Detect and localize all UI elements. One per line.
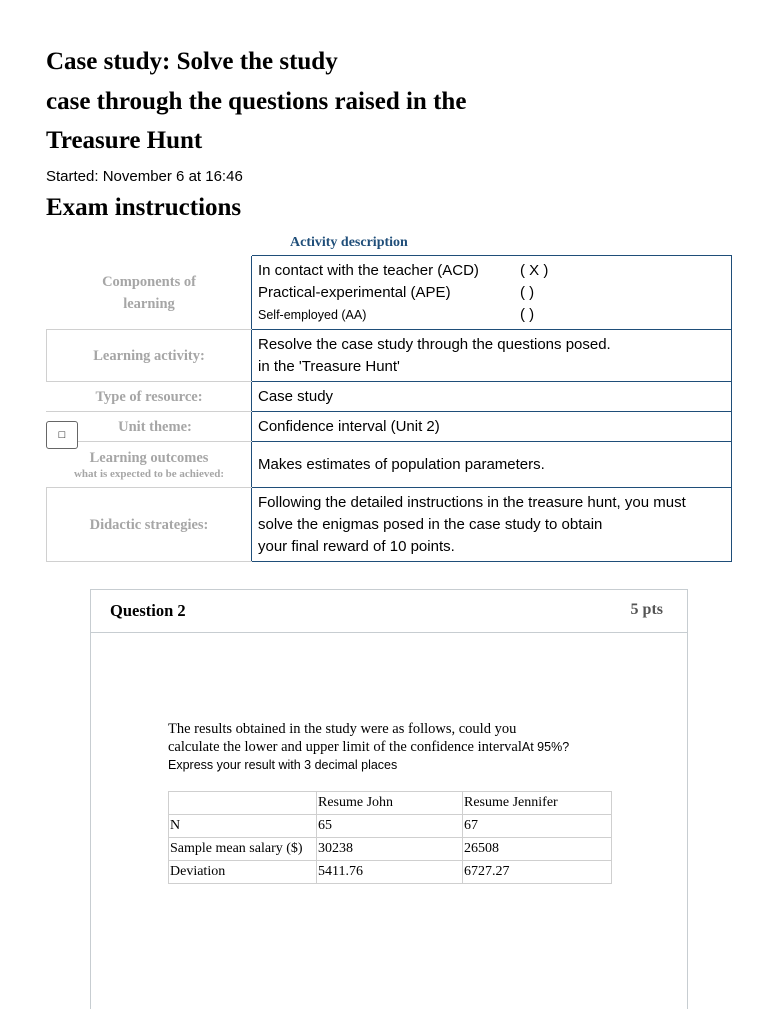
didactic-strategies-label: Didactic strategies: [47, 488, 252, 562]
question-header [91, 590, 687, 633]
table-header-cell [169, 792, 317, 815]
learning-outcomes-row [47, 442, 732, 488]
table-cell: 6727.27 [463, 861, 612, 884]
didactic-strategies-value: Following the detailed instructions in the treasure hunt, you must solve the enigmas posed in the case study to obtain your final reward of 10 points. [252, 488, 732, 562]
question-title: Question 2 [110, 601, 186, 620]
components-label: Components of learning [47, 256, 252, 330]
table-cell: 65 [317, 815, 463, 838]
unit-theme-label: Unit theme: [47, 412, 252, 442]
didactic-strategies-row [47, 488, 732, 562]
table-header-cell: Resume Jennifer [463, 792, 612, 815]
exam-instructions-heading: Exam instructions [46, 194, 242, 221]
page-title-line-2: case through the questions raised in the [46, 88, 467, 115]
table-cell: 26508 [463, 838, 612, 861]
question-card [90, 589, 688, 1009]
type-of-resource-label: Type of resource: [47, 382, 252, 412]
table-cell: 67 [463, 815, 612, 838]
table-header-row [169, 792, 612, 815]
component-item: In contact with the teacher (ACD) ( X ) [258, 261, 549, 279]
type-of-resource-value: Case study [252, 382, 732, 412]
type-of-resource-row [47, 382, 732, 412]
component-item: Self-employed (AA) ( ) [258, 305, 535, 323]
table-row [169, 815, 612, 838]
unit-theme-value: Confidence interval (Unit 2) [252, 412, 732, 442]
activity-description-heading: Activity description [290, 235, 408, 250]
learning-outcomes-label: Learning outcomes what is expected to be achieved: [47, 442, 252, 488]
components-row [47, 256, 732, 330]
question-text: The results obtained in the study were as follows, could you calculate the lower and upper limit of the confidence intervalAt 95%? Express your result with 3 decimal places [168, 721, 570, 772]
question-points: 5 pts [630, 601, 663, 618]
table-header-cell: Resume John [317, 792, 463, 815]
floating-toggle-button[interactable]: □ [46, 421, 78, 449]
page-title-line-1: Case study: Solve the study [46, 48, 338, 75]
unit-theme-row [47, 412, 732, 442]
learning-outcomes-value: Makes estimates of population parameters. [252, 442, 732, 488]
table-cell: 5411.76 [317, 861, 463, 884]
learning-activity-value: Resolve the case study through the questions posed. in the 'Treasure Hunt' [252, 330, 732, 382]
table-cell: 30238 [317, 838, 463, 861]
components-value [252, 256, 732, 330]
table-row [169, 861, 612, 884]
question-data-table [168, 791, 612, 884]
learning-activity-row [47, 330, 732, 382]
learning-activity-label: Learning activity: [47, 330, 252, 382]
page-title-line-3: Treasure Hunt [46, 127, 203, 154]
table-row [169, 838, 612, 861]
table-cell: N [169, 815, 317, 838]
instructions-table [46, 255, 732, 562]
table-cell: Deviation [169, 861, 317, 884]
started-timestamp: Started: November 6 at 16:46 [46, 168, 243, 185]
component-item: Practical-experimental (APE) ( ) [258, 283, 535, 301]
table-cell: Sample mean salary ($) [169, 838, 317, 861]
